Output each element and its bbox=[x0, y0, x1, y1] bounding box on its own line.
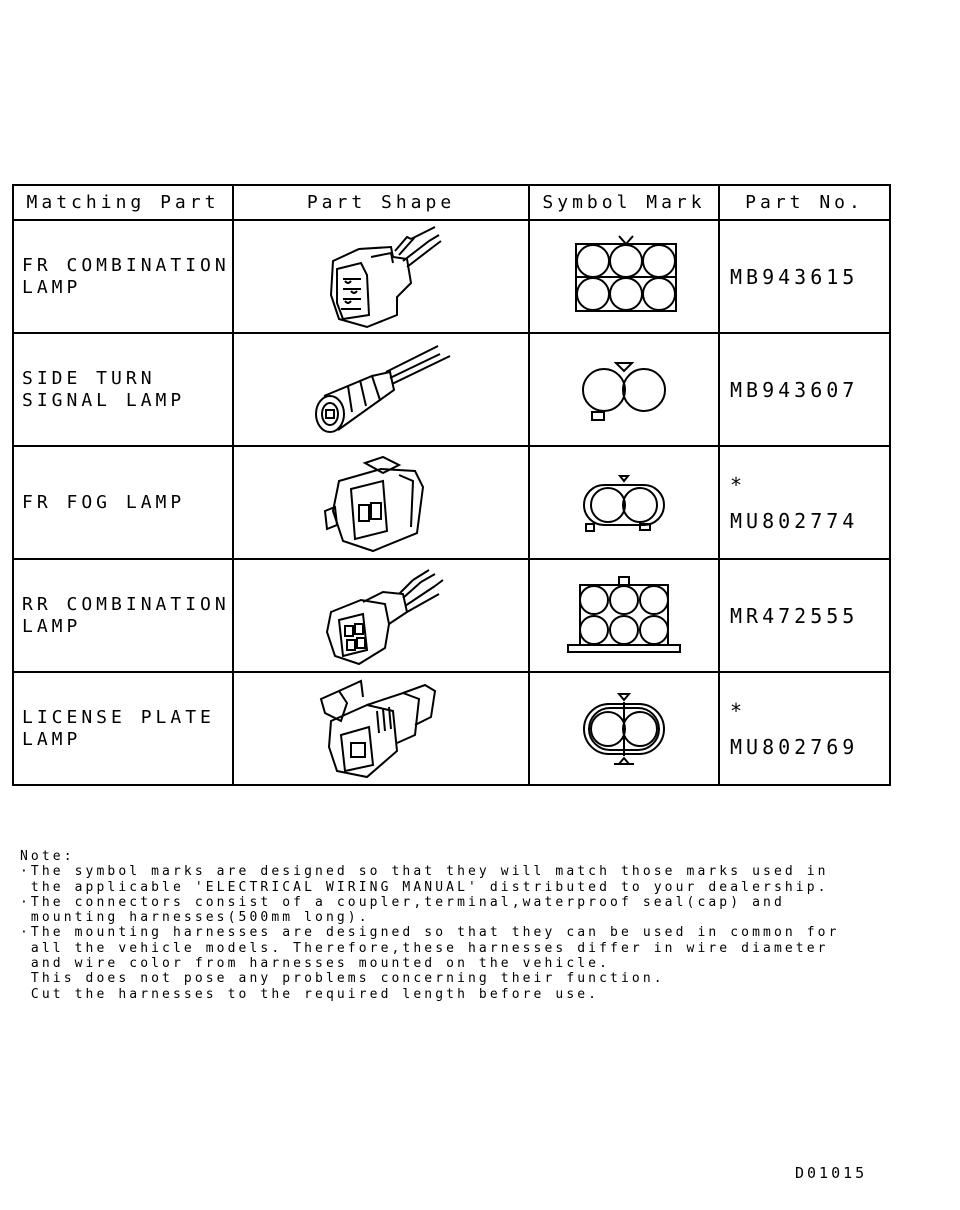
part-shape-cell bbox=[233, 672, 529, 785]
symbol-mark-cell bbox=[529, 333, 719, 446]
6-pin-connector-icon bbox=[311, 223, 451, 331]
header-matching-part: Matching Part bbox=[13, 185, 233, 220]
note-line: Cut the harnesses to the required length before use. bbox=[20, 986, 600, 1002]
matching-part-cell bbox=[13, 672, 233, 785]
part-no: MR472555 bbox=[730, 603, 859, 628]
header-part-shape: Part Shape bbox=[233, 185, 529, 220]
six-pin-symbol-icon bbox=[564, 234, 684, 320]
notes-block bbox=[20, 849, 880, 1002]
matching-part-name: LICENSE PLATE LAMP bbox=[22, 706, 215, 750]
note-line: all the vehicle models. Therefore,these harnesses differ in wire diameter bbox=[20, 940, 829, 956]
header-symbol-mark: Symbol Mark bbox=[529, 185, 719, 220]
document-code: D01015 bbox=[795, 1164, 868, 1182]
two-pin-capsule-symbol-icon bbox=[564, 686, 684, 772]
part-no-cell bbox=[719, 333, 890, 446]
table-row bbox=[13, 333, 890, 446]
part-no: MB943607 bbox=[730, 377, 859, 402]
parts-table bbox=[12, 184, 891, 786]
2-pin-fog-connector-icon bbox=[321, 451, 441, 555]
part-no-cell bbox=[719, 220, 890, 333]
license-lamp-connector-icon bbox=[311, 677, 451, 781]
part-no: MB943615 bbox=[730, 264, 859, 289]
table-row bbox=[13, 559, 890, 672]
two-pin-round-symbol-icon bbox=[564, 347, 684, 433]
note-line: ·The symbol marks are designed so that they will match those marks used in bbox=[20, 864, 829, 880]
2-pin-round-connector-icon bbox=[306, 340, 456, 440]
symbol-mark-cell bbox=[529, 446, 719, 559]
note-line: ·The mounting harnesses are designed so that they can be used in common for bbox=[20, 925, 840, 941]
matching-part-cell bbox=[13, 333, 233, 446]
matching-part-name: SIDE TURN SIGNAL LAMP bbox=[22, 367, 186, 411]
matching-part-cell bbox=[13, 446, 233, 559]
symbol-mark-cell bbox=[529, 559, 719, 672]
part-no-cell bbox=[719, 559, 890, 672]
two-pin-oval-symbol-icon bbox=[564, 460, 684, 546]
table-row bbox=[13, 220, 890, 333]
note-line: and wire color from harnesses mounted on the vehicle. bbox=[20, 956, 611, 972]
matching-part-cell bbox=[13, 220, 233, 333]
note-line: ·The connectors consist of a coupler,terminal,waterproof seal(cap) and bbox=[20, 894, 785, 910]
part-no: * MU802774 bbox=[730, 472, 859, 533]
matching-part-cell bbox=[13, 559, 233, 672]
matching-part-name: RR COMBINATION LAMP bbox=[22, 593, 230, 637]
matching-part-name: FR COMBINATION LAMP bbox=[22, 254, 230, 298]
6-pin-rr-connector-icon bbox=[311, 564, 451, 668]
header-part-no: Part No. bbox=[719, 185, 890, 220]
symbol-mark-cell bbox=[529, 220, 719, 333]
notes-title: Note: bbox=[20, 849, 75, 864]
part-no-cell bbox=[719, 672, 890, 785]
part-shape-cell bbox=[233, 559, 529, 672]
matching-part-name: FR FOG LAMP bbox=[22, 491, 186, 513]
part-no-cell bbox=[719, 446, 890, 559]
table-row bbox=[13, 446, 890, 559]
six-pin-flanged-symbol-icon bbox=[564, 573, 684, 659]
note-line: the applicable 'ELECTRICAL WIRING MANUAL' distributed to your dealership. bbox=[20, 879, 829, 895]
table-row bbox=[13, 672, 890, 785]
part-shape-cell bbox=[233, 333, 529, 446]
part-shape-cell bbox=[233, 220, 529, 333]
note-line: mounting harnesses(500mm long). bbox=[20, 910, 370, 926]
table-header-row bbox=[13, 185, 890, 220]
symbol-mark-cell bbox=[529, 672, 719, 785]
note-line: This does not pose any problems concerning their function. bbox=[20, 971, 665, 987]
part-shape-cell bbox=[233, 446, 529, 559]
part-no: * MU802769 bbox=[730, 698, 859, 759]
